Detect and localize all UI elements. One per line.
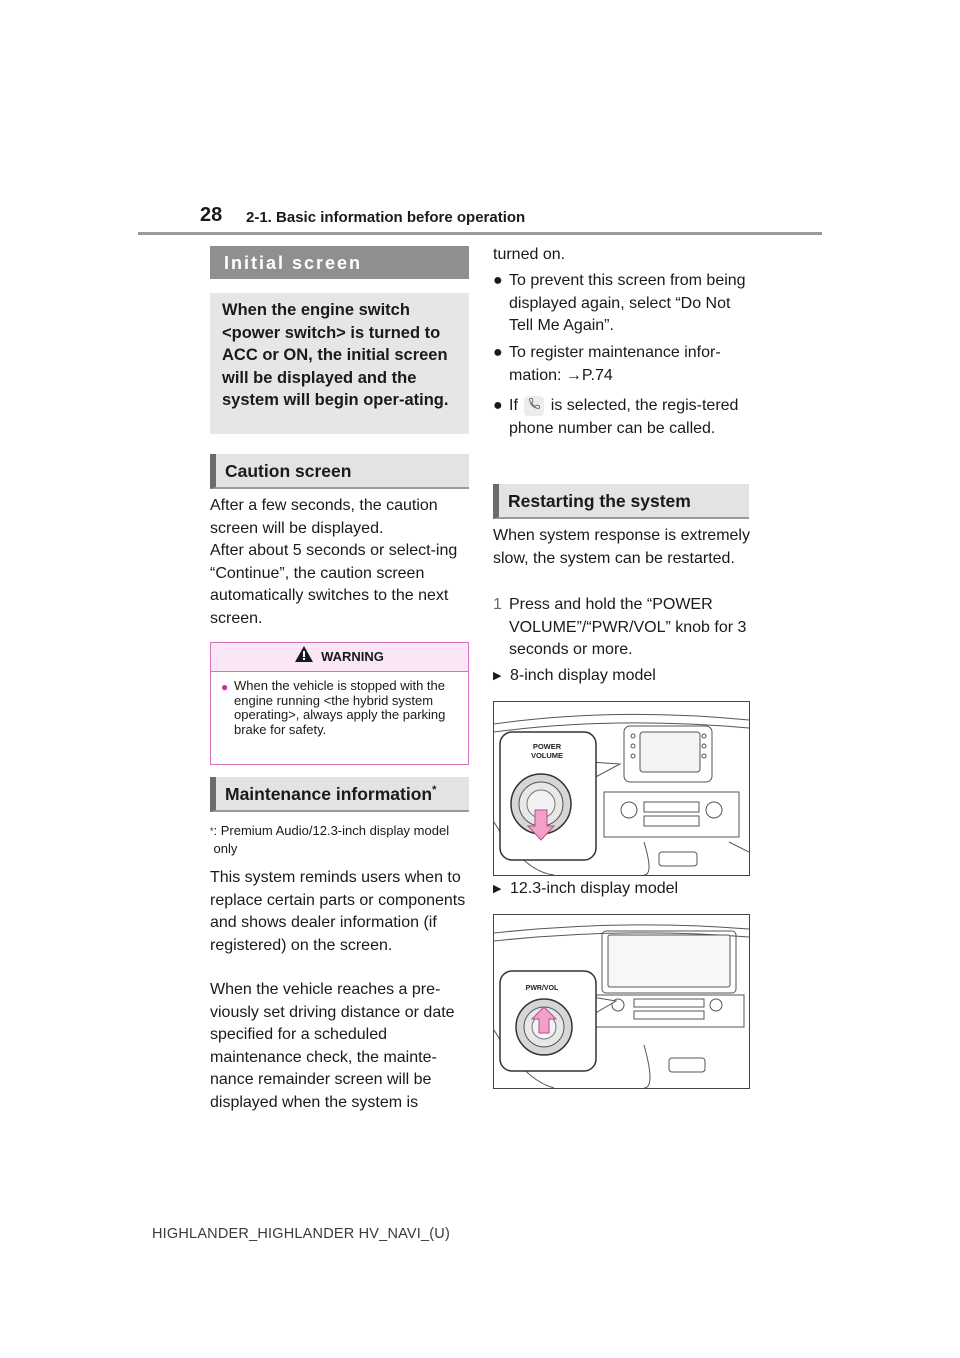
model-label-text: 8-inch display model (510, 667, 656, 684)
step-text: Press and hold the “POWER VOLUME”/“PWR/VOL” knob for 3 seconds or more. (509, 596, 747, 658)
bullet-text: To prevent this screen from being displayed again, select “Do Not Tell Me Again”. (509, 272, 746, 334)
maintenance-asterisk: * (432, 784, 437, 797)
footnote-text: : Premium Audio/12.3-inch display model only (213, 823, 450, 856)
phone-icon (524, 396, 544, 416)
bullet-text (509, 395, 753, 440)
footnote-asterisk: * (210, 826, 214, 836)
warning-box (210, 642, 469, 765)
fig2-label-pwr-vol: PWR/VOL (525, 985, 559, 992)
illustration-8inch-dashboard (493, 701, 750, 876)
warning-bullet-icon: ● (221, 680, 229, 694)
bullet-text-main: To register maintenance infor-mation: (509, 344, 721, 384)
model-label-text: 12.3-inch display model (510, 880, 679, 897)
warning-header (211, 643, 468, 672)
bullet-icon: ● (493, 344, 503, 361)
footnote (210, 822, 470, 858)
bullet-item (493, 395, 753, 440)
model-label-12inch (493, 878, 753, 901)
section-title: 2-1. Basic information before operation (246, 209, 526, 226)
maintenance-paragraph-2: When the vehicle reaches a pre-viously set driving distance or date specified for a scheduled maintenance check, the mainte-nance remainder screen will be displayed when the system is (210, 981, 455, 1111)
triangle-arrow-icon: ▶ (493, 670, 502, 682)
bullet-item (493, 270, 753, 338)
maintenance-heading (210, 777, 469, 812)
footer-model-code: HIGHLANDER_HIGHLANDER HV_NAVI_(U) (152, 1226, 451, 1242)
bullet-text (509, 342, 753, 387)
step-item (493, 594, 753, 662)
header-divider (138, 232, 822, 235)
caution-paragraph-2: After about 5 seconds or select-ing “Continue”, the caution screen automatically switches to the next screen. (210, 542, 458, 627)
maintenance-paragraph-1: This system reminds users when to replace certain parts or components and shows dealer information (if registered) on the screen. (210, 869, 466, 954)
illustration-12inch-dashboard (493, 914, 750, 1089)
model-label-8inch (493, 665, 753, 688)
caution-paragraph-1: After a few seconds, the caution screen will be displayed. (210, 497, 438, 537)
maintenance-heading-text: Maintenance information (225, 784, 433, 804)
step-number: 1 (493, 596, 502, 613)
fig1-label-power: POWER (532, 742, 562, 751)
dashboard-12inch-drawing (494, 915, 749, 1088)
page-reference-link[interactable]: →P.74 (565, 366, 613, 384)
page-number: 28 (200, 204, 223, 226)
triangle-arrow-icon: ▶ (493, 883, 502, 895)
warning-content (223, 679, 463, 737)
restart-heading: Restarting the system (493, 484, 749, 519)
warning-triangle-icon (295, 644, 313, 672)
initial-screen-heading: Initial screen (210, 246, 469, 279)
bullet-icon: ● (493, 397, 503, 414)
intro-summary: When the engine switch <power switch> is turned to ACC or ON, the initial screen will be displayed and the system will begin oper-ating. (210, 293, 469, 434)
bullet-text-prefix: If (509, 397, 518, 414)
warning-text: When the vehicle is stopped with the engine running <the hybrid system operating>, always apply the parking brake for safety. (234, 678, 446, 737)
bullet-text-suffix: is selected, the regis-tered phone number can be called. (509, 397, 739, 437)
caution-screen-heading: Caution screen (210, 454, 469, 489)
bullet-icon: ● (493, 272, 503, 289)
restart-paragraph: When system response is extremely slow, the system can be restarted. (493, 527, 750, 567)
bullet-item (493, 342, 753, 387)
dashboard-8inch-drawing (494, 702, 749, 875)
warning-title: WARNING (321, 649, 384, 664)
fig1-label-volume: VOLUME (530, 751, 564, 760)
continued-text: turned on. (493, 246, 566, 263)
